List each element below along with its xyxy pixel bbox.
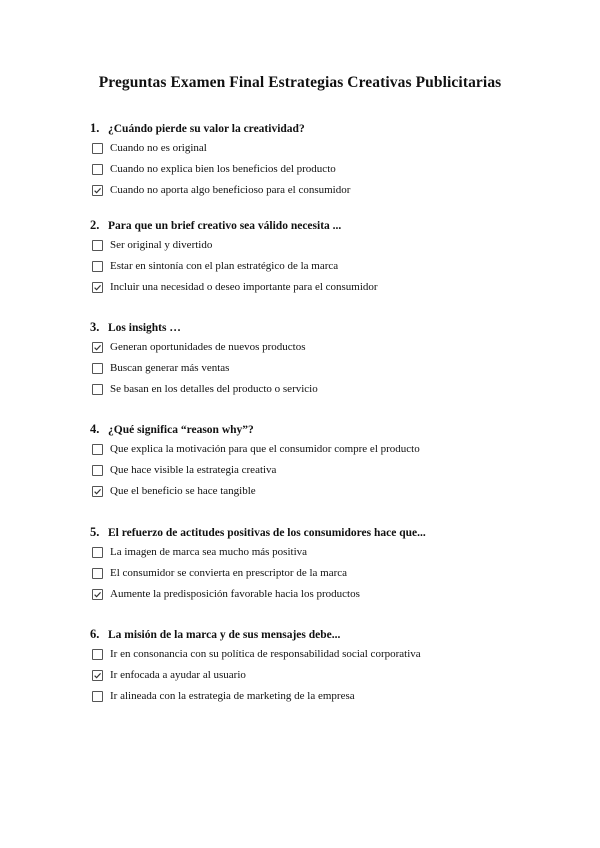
answer-option[interactable]	[90, 584, 560, 605]
checkbox-icon[interactable]	[92, 444, 103, 455]
checkbox-icon[interactable]	[92, 486, 103, 497]
question-heading	[90, 522, 560, 542]
answer-label: Se basan en los detalles del producto o servicio	[110, 383, 318, 395]
checkbox-icon[interactable]	[92, 185, 103, 196]
question-text: ¿Cuándo pierde su valor la creatividad?	[108, 123, 305, 135]
checkbox-icon[interactable]	[92, 465, 103, 476]
question-2	[90, 215, 560, 298]
question-heading	[90, 317, 560, 337]
question-number: 2.	[90, 218, 100, 232]
question-number: 6.	[90, 627, 100, 641]
checkbox-icon[interactable]	[92, 261, 103, 272]
answer-option[interactable]	[90, 138, 560, 159]
checkbox-icon[interactable]	[92, 164, 103, 175]
answer-option[interactable]	[90, 439, 560, 460]
answer-option[interactable]	[90, 180, 560, 201]
question-text: La misión de la marca y de sus mensajes debe...	[108, 629, 341, 641]
checkbox-icon[interactable]	[92, 649, 103, 660]
question-heading	[90, 118, 560, 138]
question-5	[90, 522, 560, 605]
answer-label: Cuando no es original	[110, 142, 207, 154]
answer-label: El consumidor se convierta en prescriptor de la marca	[110, 567, 348, 579]
question-3	[90, 317, 560, 400]
answer-label: La imagen de marca sea mucho más positiva	[110, 546, 308, 558]
answer-option[interactable]	[90, 379, 560, 400]
answer-option[interactable]	[90, 358, 560, 379]
checkbox-icon[interactable]	[92, 342, 103, 353]
answer-option[interactable]	[90, 277, 560, 298]
question-number: 5.	[90, 525, 100, 539]
question-text: Para que un brief creativo sea válido necesita ...	[108, 220, 342, 232]
checkbox-icon[interactable]	[92, 691, 103, 702]
answer-label: Estar en sintonía con el plan estratégico de la marca	[110, 260, 339, 272]
answer-option[interactable]	[90, 159, 560, 180]
answer-label: Generan oportunidades de nuevos productos	[110, 341, 306, 353]
checkbox-icon[interactable]	[92, 240, 103, 251]
answer-option[interactable]	[90, 235, 560, 256]
checkbox-icon[interactable]	[92, 568, 103, 579]
checkbox-icon[interactable]	[92, 143, 103, 154]
answer-option[interactable]	[90, 563, 560, 584]
checkbox-icon[interactable]	[92, 547, 103, 558]
answer-label: Que hace visible la estrategia creativa	[110, 464, 277, 476]
answer-label: Ir en consonancia con su política de responsabilidad social corporativa	[110, 648, 421, 660]
answer-label: Buscan generar más ventas	[110, 362, 230, 374]
answer-label: Cuando no aporta algo beneficioso para el consumidor	[110, 184, 351, 196]
question-text: El refuerzo de actitudes positivas de los consumidores hace que...	[108, 527, 426, 539]
document-title: Preguntas Examen Final Estrategias Creativas Publicitarias	[98, 74, 502, 91]
question-number: 4.	[90, 422, 100, 436]
question-heading	[90, 215, 560, 235]
checkbox-icon[interactable]	[92, 363, 103, 374]
checkbox-icon[interactable]	[92, 670, 103, 681]
answer-label: Ir alineada con la estrategia de marketing de la empresa	[110, 690, 355, 702]
answer-option[interactable]	[90, 644, 560, 665]
question-number: 1.	[90, 121, 100, 135]
question-text: ¿Qué significa “reason why”?	[108, 424, 254, 436]
answer-label: Ser original y divertido	[110, 239, 213, 251]
answer-option[interactable]	[90, 460, 560, 481]
answer-option[interactable]	[90, 256, 560, 277]
answer-label: Que explica la motivación para que el consumidor compre el producto	[110, 443, 420, 455]
answer-option[interactable]	[90, 481, 560, 502]
answer-option[interactable]	[90, 337, 560, 358]
answer-option[interactable]	[90, 542, 560, 563]
question-4	[90, 419, 560, 502]
answer-label: Incluir una necesidad o deseo importante para el consumidor	[110, 281, 378, 293]
question-text: Los insights …	[108, 322, 181, 334]
question-number: 3.	[90, 320, 100, 334]
answer-label: Que el beneficio se hace tangible	[110, 485, 256, 497]
question-6	[90, 624, 560, 707]
checkbox-icon[interactable]	[92, 589, 103, 600]
answer-label: Aumente la predisposición favorable hacia los productos	[110, 588, 360, 600]
question-1	[90, 118, 560, 201]
answer-option[interactable]	[90, 665, 560, 686]
checkbox-icon[interactable]	[92, 384, 103, 395]
answer-option[interactable]	[90, 686, 560, 707]
question-heading	[90, 419, 560, 439]
checkbox-icon[interactable]	[92, 282, 103, 293]
answer-label: Cuando no explica bien los beneficios del producto	[110, 163, 336, 175]
answer-label: Ir enfocada a ayudar al usuario	[110, 669, 246, 681]
question-heading	[90, 624, 560, 644]
